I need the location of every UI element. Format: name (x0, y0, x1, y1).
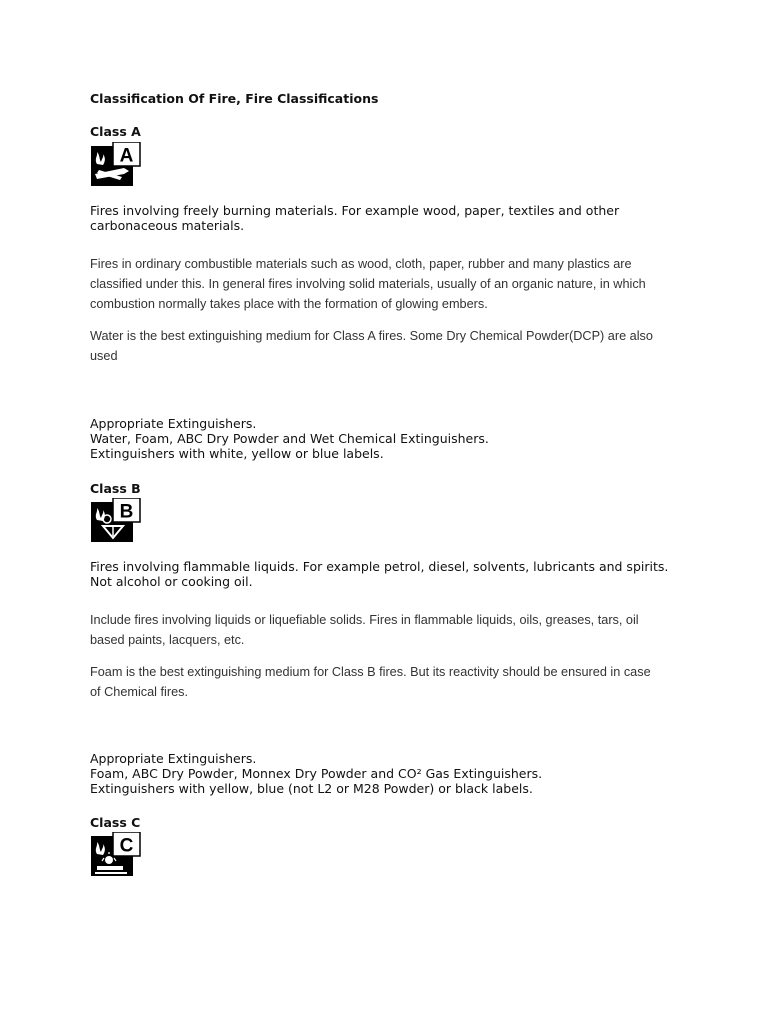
class-a-extinguishers (90, 416, 690, 461)
class-b-extinguishers (90, 751, 690, 796)
class-b-liquid-fire-icon (91, 498, 141, 542)
class-b-description (90, 559, 690, 589)
class-b-medium-line: of Chemical fires. (90, 685, 189, 699)
class-b-extinguishers-line: Foam, ABC Dry Powder, Monnex Dry Powder and CO² Gas Extinguishers. (90, 766, 543, 781)
class-a-description (90, 203, 690, 233)
page-title: Classification Of Fire, Fire Classifications (90, 91, 379, 106)
class-a-medium (90, 326, 690, 366)
class-a-medium-line: used (90, 349, 118, 363)
class-b-extinguishers-line: Extinguishers with yellow, blue (not L2 or M28 Powder) or black labels. (90, 781, 533, 796)
class-a-description-line: carbonaceous materials. (90, 218, 245, 233)
class-a-detail-line: combustion normally takes place with the formation of glowing embers. (90, 297, 488, 311)
class-a-extinguishers-line: Extinguishers with white, yellow or blue labels. (90, 446, 384, 461)
class-c-gas-fire-icon (91, 832, 141, 876)
class-b-icon-letter: B (119, 501, 134, 523)
class-a-detail-line: classified under this. In general fires involving solid materials, usually of an organic nature, in which (90, 277, 646, 291)
class-b-detail (90, 610, 690, 650)
class-b-description-line: Not alcohol or cooking oil. (90, 574, 253, 589)
class-b-medium-line: Foam is the best extinguishing medium for Class B fires. But its reactivity should be ensured in case (90, 665, 651, 679)
class-a-medium-line: Water is the best extinguishing medium for Class A fires. Some Dry Chemical Powder(DCP) are also (90, 329, 653, 343)
class-c-heading: Class C (90, 815, 141, 830)
class-a-description-line: Fires involving freely burning materials. For example wood, paper, textiles and other (90, 203, 620, 218)
class-a-extinguishers-line: Water, Foam, ABC Dry Powder and Wet Chemical Extinguishers. (90, 431, 489, 446)
class-b-detail-line: Include fires involving liquids or liquefiable solids. Fires in flammable liquids, oils, greases, tars, oil (90, 613, 639, 627)
class-b-detail-line: based paints, lacquers, etc. (90, 633, 245, 647)
class-a-extinguishers-line: Appropriate Extinguishers. (90, 416, 257, 431)
class-b-description-line: Fires involving flammable liquids. For example petrol, diesel, solvents, lubricants and spirits. (90, 559, 669, 574)
class-c-icon-letter: C (119, 835, 134, 857)
class-b-heading: Class B (90, 481, 141, 496)
class-a-heading: Class A (90, 124, 141, 139)
class-b-extinguishers-line: Appropriate Extinguishers. (90, 751, 257, 766)
class-a-detail (90, 254, 690, 314)
class-a-detail-line: Fires in ordinary combustible materials such as wood, cloth, paper, rubber and many plastics are (90, 257, 632, 271)
class-b-medium (90, 662, 690, 702)
class-a-solid-fire-icon (91, 142, 141, 186)
class-a-icon-letter: A (119, 145, 134, 167)
